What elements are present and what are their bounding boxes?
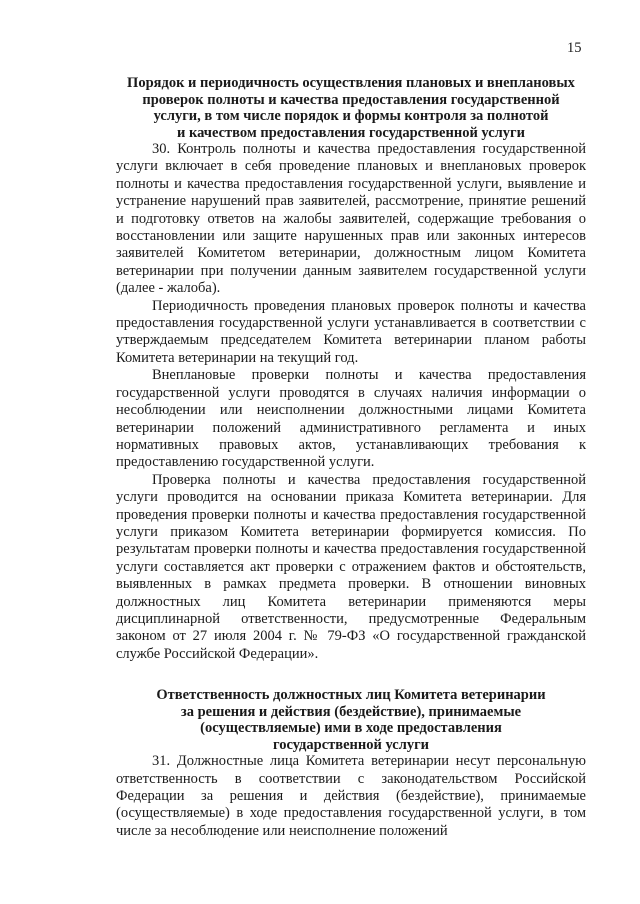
heading-line: Порядок и периодичность осуществления плановых и внеплановых (127, 75, 575, 91)
heading-line: Ответственность должностных лиц Комитета ветеринарии (156, 687, 546, 704)
paragraph-unscheduled: Внеплановые проверки полноты и качества предоставления государственной услуги проводятся в случаях наличия информации о несоблюдении или неисполнении должностными лицами Комитета ветеринарии положений административного регламента и иных нормативных правовых актов, устанавливающих требования к предоставлению государственной услуги. (116, 367, 586, 471)
heading-line: (осуществляемые) ими в ходе предоставления (200, 720, 502, 737)
heading-line: за решения и действия (бездействие), принимаемые (180, 703, 522, 720)
paragraph-periodicity: Периодичность проведения плановых проверок полноты и качества предоставления государственной услуги устанавливается в соответствии с утверждаемым председателем Комитета ветеринарии планом работы Комитета ветеринарии на текущий год. (116, 297, 586, 366)
paragraph-inspection-procedure: Проверка полноты и качества предоставления государственной услуги проводится на основании приказа Комитета ветеринарии. Для проведения проверки полноты и качества предоставления государственной услуги приказом Комитета ветеринарии формируется комиссия. По результатам проверки полноты и качества предоставления государственной услуги составляется акт проверки с отражением фактов и обстоятельств, выявленных в рамках предмета проверки. В отношении виновных должностных лиц Комитета ветеринарии применяются меры дисциплинарной ответственности, предусмотренные Федеральным законом от 27 июля 2004 г. № 79-ФЗ «О государственной гражданской службе Российской Федерации». (116, 471, 586, 662)
section-heading-inspections (116, 75, 586, 141)
paragraph-31: 31. Должностные лица Комитета ветеринарии несут персональную ответственность в соответствии с законодательством Российской Федерации за решения и действия (бездействие), принимаемые (осуществляемые) в ходе предоставления государственной услуги, в том числе за несоблюдение или неисполнение положений (116, 753, 586, 839)
heading-line: и качеством предоставления государственной услуги (177, 124, 525, 141)
heading-line: проверок полноты и качества предоставления государственной (142, 91, 560, 108)
page-number: 15 (567, 40, 582, 56)
section-spacer (116, 663, 586, 687)
heading-line: услуги, в том числе порядок и формы контроля за полнотой (153, 108, 549, 124)
heading-line: государственной услуги (272, 736, 430, 753)
paragraph-30: 30. Контроль полноты и качества предоставления государственной услуги включает в себя проведение плановых и внеплановых проверок полноты и качества предоставления государственной услуги, выявление и устранение нарушений прав заявителей, рассмотрение, принятие решений и подготовку ответов на жалобы заявителей, содержащие требования о восстановлении или защите нарушенных прав или законных интересов заявителей Комитетом ветеринарии, должностным лицом Комитета ветеринарии при получении данным заявителем государственной услуги (далее - жалоба). (116, 141, 586, 297)
page-content (116, 75, 586, 840)
section-heading-responsibility (116, 687, 586, 753)
